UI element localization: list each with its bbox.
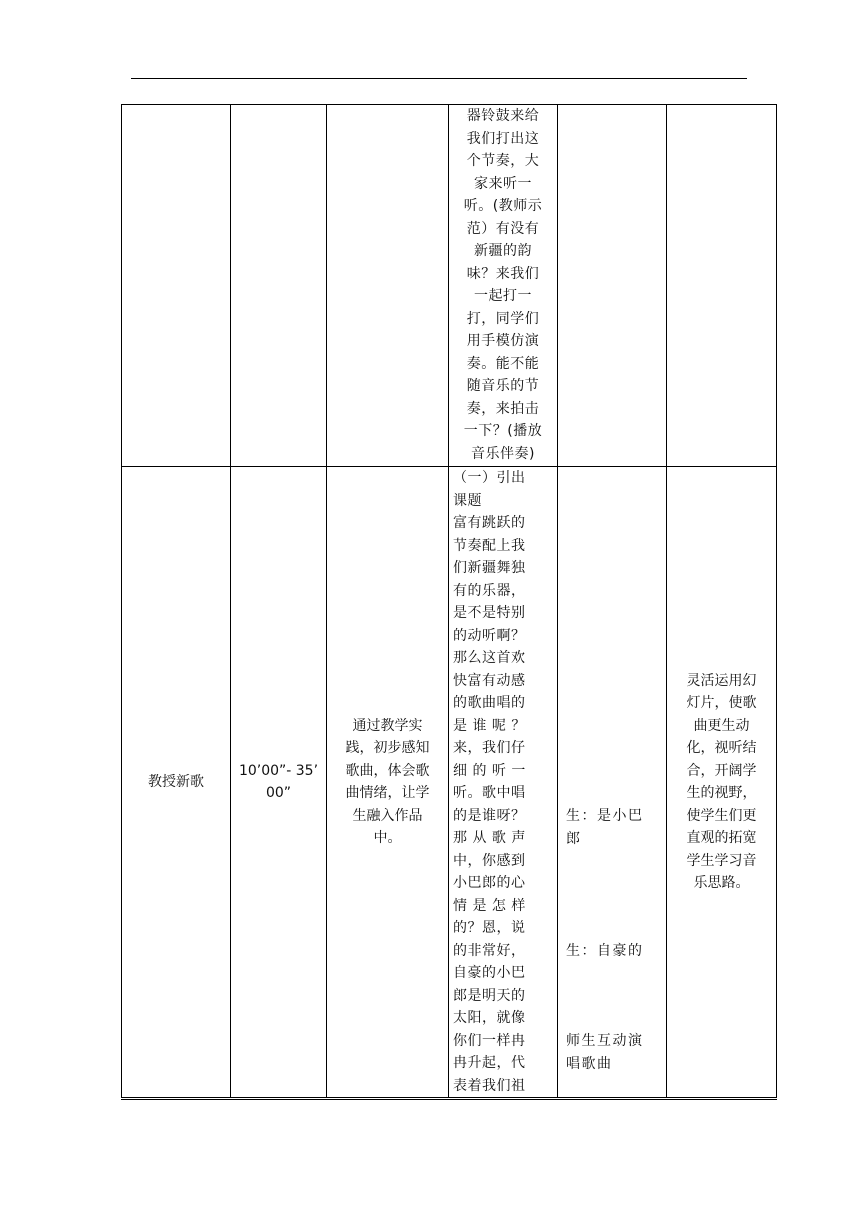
- stage-cell: [122, 105, 231, 467]
- student-activity: [558, 467, 666, 1097]
- goal-text: 通过教学实 践，初步感知 歌曲，体会歌 曲情绪，让学 生融入作品 中。: [345, 717, 430, 846]
- lesson-plan-table: [121, 104, 777, 1100]
- table-row: [122, 467, 777, 1099]
- intent-cell: [667, 105, 777, 467]
- time-cell: [231, 467, 327, 1099]
- stage-label: 教授新歌: [148, 773, 204, 790]
- student-answer-1: 生：是小巴 郎: [566, 808, 644, 847]
- goal-cell: [327, 105, 449, 467]
- time-range: 10’00”- 35’ 00”: [238, 762, 319, 801]
- process-text: （一）引出 课题 富有跳跃的 节奏配上我 们新疆舞独 有的乐器， 是不是特别 的动听啊？ 那么这首欢 快富有动感 的歌曲唱的 是 谁 呢 ？ 来，我们仔 细 的 听 一 听。歌中唱 的是谁呀？ 那 从 歌 声 中，你感到 小巴郎的心 情 是 怎 样 的？恩，说 的非常好， 自豪的小巴 郎是明天的 太阳，就像 你们一样冉 冉升起，代 表着我们祖: [453, 470, 526, 1094]
- student-answer-2: 生：自豪的: [566, 943, 644, 959]
- header-rule: [131, 78, 747, 79]
- intent-cell: [667, 467, 777, 1099]
- student-cell: [558, 467, 667, 1099]
- process-cell: [449, 105, 558, 467]
- student-cell: [558, 105, 667, 467]
- process-cell: [449, 467, 558, 1099]
- table-row: [122, 105, 777, 467]
- stage-cell: [122, 467, 231, 1099]
- time-cell: [231, 105, 327, 467]
- goal-cell: [327, 467, 449, 1099]
- process-text: 器铃鼓来给 我们打出这 个节奏，大 家来听一 听。(教师示 范）有没有 新疆的韵 味？来我们 一起打一 打，同学们 用手模仿演 奏。能不能 随音乐的节 奏，来拍击 一下？(播放 音乐伴奏): [463, 108, 543, 462]
- design-intent-text: 灵活运用幻 灯片，使歌 曲更生动 化，视听结 合，开阔学 生的视野， 使学生们更 直观的拓宽 学生学习音 乐思路。: [686, 672, 757, 891]
- student-activity-3: 师生互动演 唱歌曲: [566, 1033, 644, 1072]
